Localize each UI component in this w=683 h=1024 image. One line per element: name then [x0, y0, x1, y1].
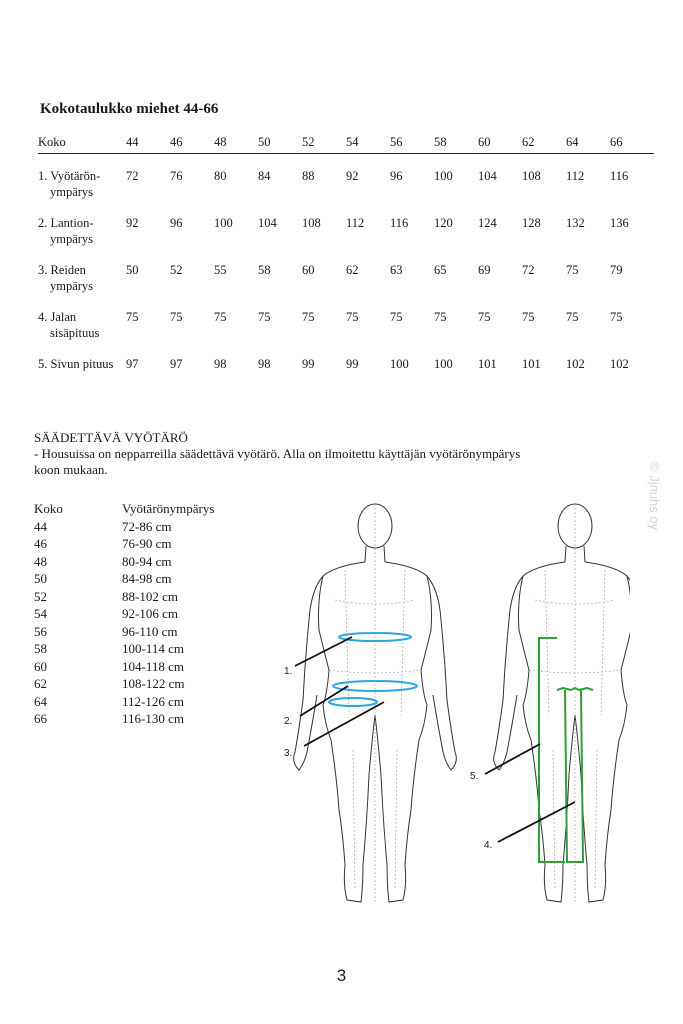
row-label	[38, 215, 126, 262]
table-cell: 50	[126, 263, 139, 277]
table-cell: 75	[566, 263, 579, 277]
adjustable-range: 72-86 cm	[122, 518, 172, 534]
adjustable-range: 104-118 cm	[122, 658, 184, 674]
list-item	[34, 710, 214, 728]
row-label-line: ympärys	[50, 232, 94, 246]
table-cell: 75	[346, 310, 359, 324]
row-label	[38, 356, 126, 403]
adjustable-range: 108-122 cm	[122, 676, 185, 691]
row-label	[38, 154, 126, 216]
row-label-line: 5. Sivun pituus	[38, 357, 114, 371]
table-cell: 108	[522, 169, 541, 183]
adjustable-range: 100-114 cm	[122, 641, 184, 656]
adjustable-range: 96-110 cm	[122, 623, 178, 639]
table-cell: 132	[566, 216, 585, 230]
table-cell: 112	[566, 169, 585, 183]
body-measurement-figures	[270, 490, 630, 920]
size-table	[38, 132, 654, 403]
size-header-56: 56	[390, 135, 403, 149]
label-5: 5.	[470, 771, 479, 782]
adjustable-range: 88-102 cm	[122, 588, 178, 604]
table-cell: 98	[258, 357, 271, 371]
table-row	[38, 154, 654, 216]
adjustable-description-line2: koon mukaan.	[34, 462, 108, 477]
table-cell: 102	[610, 357, 629, 371]
adjustable-size: 64	[34, 693, 47, 709]
table-cell: 75	[434, 310, 447, 324]
table-cell: 104	[258, 216, 277, 230]
row-label	[38, 262, 126, 309]
table-cell: 75	[258, 310, 271, 324]
table-row	[38, 262, 654, 309]
list-item	[34, 605, 214, 623]
table-cell: 99	[302, 357, 315, 371]
table-cell: 96	[170, 216, 183, 230]
table-cell: 63	[390, 263, 403, 277]
front-figure	[294, 504, 457, 902]
table-cell: 79	[610, 263, 623, 277]
table-cell: 100	[214, 216, 233, 230]
table-cell: 75	[566, 310, 579, 324]
table-cell: 75	[214, 310, 227, 324]
list-item	[34, 640, 214, 658]
table-cell: 72	[126, 169, 139, 183]
list-item	[34, 518, 214, 536]
list-item	[34, 623, 214, 641]
size-header-46: 46	[170, 135, 183, 149]
table-cell: 55	[214, 263, 227, 277]
adjustable-size: 52	[34, 588, 47, 604]
list-item	[34, 553, 214, 571]
table-cell: 101	[478, 357, 497, 371]
size-header-60: 60	[478, 135, 491, 149]
table-cell: 99	[346, 357, 359, 371]
table-cell: 120	[434, 216, 453, 230]
table-cell: 136	[610, 216, 629, 230]
size-header-50: 50	[258, 135, 271, 149]
adjustable-size: 66	[34, 711, 47, 726]
adjustable-waist-section	[34, 430, 594, 478]
adjustable-range: 92-106 cm	[122, 606, 178, 621]
table-cell: 128	[522, 216, 541, 230]
size-header-58: 58	[434, 135, 447, 149]
table-cell: 75	[610, 310, 623, 324]
row-label-line: ympärys	[50, 185, 94, 199]
row-label-line: 3. Reiden	[38, 263, 86, 277]
row-label-line: ympärys	[50, 279, 94, 293]
list-item	[34, 658, 214, 676]
list-item	[34, 570, 214, 588]
table-cell: 96	[390, 169, 403, 183]
adjustable-heading: SÄÄDETTÄVÄ VYÖTÄRÖ	[34, 430, 188, 445]
row-label-line: sisäpituus	[50, 326, 100, 340]
adjustable-range: 116-130 cm	[122, 711, 184, 726]
table-cell: 92	[126, 216, 139, 230]
table-cell: 124	[478, 216, 497, 230]
table-cell: 72	[522, 263, 535, 277]
table-cell: 76	[170, 169, 183, 183]
table-cell: 112	[346, 216, 365, 230]
table-cell: 84	[258, 169, 271, 183]
adjustable-col-size: Koko	[34, 501, 63, 516]
size-header-52: 52	[302, 135, 315, 149]
adjustable-range: 80-94 cm	[122, 553, 172, 569]
row-label	[38, 309, 126, 356]
adjustable-size: 50	[34, 571, 47, 586]
adjustable-range: 76-90 cm	[122, 536, 172, 551]
list-item	[34, 693, 214, 711]
table-row	[38, 309, 654, 356]
table-cell: 80	[214, 169, 227, 183]
page-title: Kokotaulukko miehet 44-66	[40, 101, 219, 117]
page-number: 3	[336, 966, 347, 985]
adjustable-size: 46	[34, 536, 47, 551]
list-item	[34, 535, 214, 553]
adjustable-range: 112-126 cm	[122, 693, 184, 709]
table-cell: 88	[302, 169, 315, 183]
row-label-line: 1. Vyötärön-	[38, 169, 101, 183]
table-cell: 75	[302, 310, 315, 324]
table-cell: 69	[478, 263, 491, 277]
adjustable-waist-table	[34, 500, 214, 728]
table-cell: 75	[522, 310, 535, 324]
row-label-line: 2. Lantion-	[38, 216, 94, 230]
table-cell: 75	[170, 310, 183, 324]
size-header-44: 44	[126, 135, 139, 149]
adjustable-description-line1: - Housuissa on nepparreilla säädettävä vyötärö. Alla on ilmoitettu käyttäjän vyötärönympärys	[34, 446, 521, 461]
table-cell: 97	[170, 357, 183, 371]
adjustable-size: 60	[34, 658, 47, 674]
table-cell: 100	[434, 169, 453, 183]
table-cell: 98	[214, 357, 227, 371]
label-3: 3.	[284, 748, 293, 759]
list-item	[34, 675, 214, 693]
adjustable-size: 54	[34, 606, 47, 621]
table-cell: 60	[302, 263, 315, 277]
table-row	[38, 215, 654, 262]
table-cell: 104	[478, 169, 497, 183]
back-figure	[494, 504, 630, 902]
label-4: 4.	[484, 840, 493, 851]
adjustable-size: 48	[34, 553, 47, 569]
table-cell: 108	[302, 216, 321, 230]
table-cell: 116	[610, 169, 629, 183]
adjustable-header-row	[34, 500, 214, 518]
size-header-64: 64	[566, 135, 579, 149]
table-row	[38, 356, 654, 403]
table-cell: 75	[126, 310, 139, 324]
size-header-row	[38, 132, 654, 154]
adjustable-size: 44	[34, 518, 47, 534]
table-cell: 75	[390, 310, 403, 324]
adjustable-col-waist: Vyötärönympärys	[122, 501, 215, 516]
size-header-62: 62	[522, 135, 535, 149]
table-cell: 101	[522, 357, 541, 371]
table-cell: 58	[258, 263, 271, 277]
table-cell: 52	[170, 263, 183, 277]
size-header-label: Koko	[38, 135, 66, 149]
size-header-54: 54	[346, 135, 359, 149]
table-cell: 62	[346, 263, 359, 277]
table-cell: 97	[126, 357, 139, 371]
size-header-48: 48	[214, 135, 227, 149]
table-cell: 116	[390, 216, 409, 230]
list-item	[34, 588, 214, 606]
row-label-line: 4. Jalan	[38, 310, 77, 324]
table-cell: 65	[434, 263, 447, 277]
adjustable-range: 84-98 cm	[122, 571, 172, 586]
copyright-watermark: © Jjnuhs oy	[647, 462, 662, 531]
adjustable-size: 56	[34, 623, 47, 639]
table-cell: 100	[434, 357, 453, 371]
label-1: 1.	[284, 666, 293, 677]
table-cell: 92	[346, 169, 359, 183]
label-2: 2.	[284, 716, 293, 727]
table-cell: 100	[390, 357, 409, 371]
adjustable-size: 58	[34, 641, 47, 656]
adjustable-size: 62	[34, 676, 47, 691]
size-header-66: 66	[610, 135, 623, 149]
table-cell: 75	[478, 310, 491, 324]
table-cell: 102	[566, 357, 585, 371]
